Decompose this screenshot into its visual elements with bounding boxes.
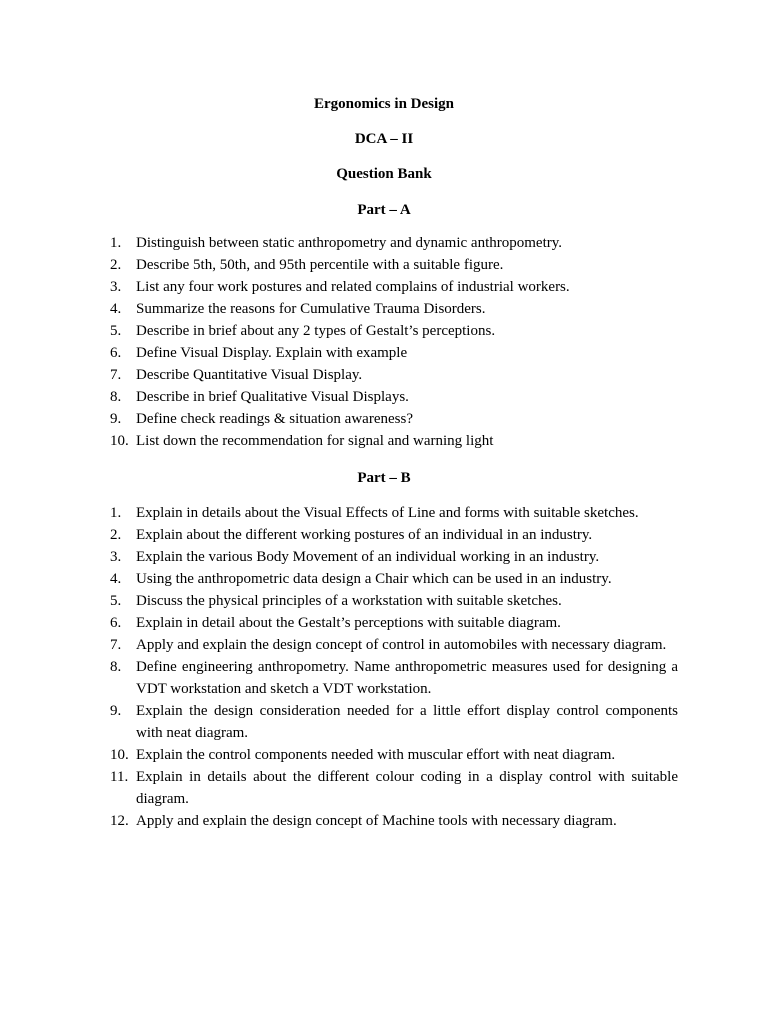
question-item xyxy=(110,612,678,634)
question-item xyxy=(110,700,678,744)
document-title: Ergonomics in Design xyxy=(313,96,454,112)
question-text: Summarize the reasons for Cumulative Trauma Disorders. xyxy=(136,301,486,317)
question-text: Define Visual Display. Explain with example xyxy=(136,345,408,361)
question-text: Explain the control components needed with muscular effort with neat diagram. xyxy=(136,747,616,763)
question-text: Explain in detail about the Gestalt’s perceptions with suitable diagram. xyxy=(136,615,561,631)
question-text: Explain in details about the different colour coding in a display control with suitable diagram. xyxy=(136,769,678,807)
question-item xyxy=(110,254,678,276)
question-text: Explain about the different working postures of an individual in an industry. xyxy=(136,527,593,543)
question-number: 3. xyxy=(110,279,122,295)
question-number: 11. xyxy=(110,769,129,785)
question-text: List any four work postures and related complains of industrial workers. xyxy=(136,279,570,295)
part-b-heading: Part – B xyxy=(357,470,411,486)
question-item xyxy=(110,766,678,810)
question-number: 2. xyxy=(110,257,122,273)
question-text: Describe Quantitative Visual Display. xyxy=(136,367,363,383)
question-number: 3. xyxy=(110,549,122,565)
question-number: 7. xyxy=(110,367,122,383)
question-number: 10. xyxy=(110,747,129,763)
question-text: Describe in brief about any 2 types of Gestalt’s perceptions. xyxy=(136,323,496,339)
question-item xyxy=(110,744,678,766)
question-item xyxy=(110,364,678,386)
question-number: 10. xyxy=(110,433,129,449)
question-number: 5. xyxy=(110,593,122,609)
question-item xyxy=(110,386,678,408)
question-item xyxy=(110,430,678,452)
question-item xyxy=(110,502,678,524)
question-number: 4. xyxy=(110,301,122,317)
question-item xyxy=(110,298,678,320)
question-text: Explain the various Body Movement of an individual working in an industry. xyxy=(136,549,600,565)
question-item xyxy=(110,634,678,656)
question-number: 6. xyxy=(110,345,122,361)
question-text: List down the recommendation for signal and warning light xyxy=(136,433,494,449)
question-text: Describe 5th, 50th, and 95th percentile with a suitable figure. xyxy=(136,257,504,273)
question-text: Define check readings & situation awareness? xyxy=(136,411,413,427)
question-number: 12. xyxy=(110,813,129,829)
question-number: 2. xyxy=(110,527,122,543)
question-number: 6. xyxy=(110,615,122,631)
question-item xyxy=(110,568,678,590)
question-text: Using the anthropometric data design a Chair which can be used in an industry. xyxy=(136,571,612,587)
question-text: Apply and explain the design concept of control in automobiles with necessary diagram. xyxy=(136,637,667,653)
question-text: Explain the design consideration needed for a little effort display control components with neat diagram. xyxy=(136,703,678,741)
question-number: 1. xyxy=(110,235,122,251)
part-a-heading: Part – A xyxy=(357,202,411,218)
question-item xyxy=(110,810,678,832)
question-item xyxy=(110,276,678,298)
question-number: 8. xyxy=(110,389,122,405)
course-code: DCA – II xyxy=(354,131,414,147)
question-number: 5. xyxy=(110,323,122,339)
question-item xyxy=(110,656,678,700)
question-text: Define engineering anthropometry. Name anthropometric measures used for designing a VDT workstation and sketch a VDT workstation. xyxy=(136,659,678,697)
question-number: 1. xyxy=(110,505,122,521)
document-subtitle: Question Bank xyxy=(336,166,432,182)
question-number: 4. xyxy=(110,571,122,587)
question-text: Apply and explain the design concept of Machine tools with necessary diagram. xyxy=(136,813,617,829)
question-item xyxy=(110,232,678,254)
question-text: Distinguish between static anthropometry and dynamic anthropometry. xyxy=(136,235,563,251)
question-text: Explain in details about the Visual Effects of Line and forms with suitable sketches. xyxy=(136,505,639,521)
part-a-question-list xyxy=(110,232,678,452)
question-item xyxy=(110,342,678,364)
part-b-question-list xyxy=(110,502,678,832)
question-text: Discuss the physical principles of a workstation with suitable sketches. xyxy=(136,593,562,609)
question-item xyxy=(110,524,678,546)
question-text: Describe in brief Qualitative Visual Displays. xyxy=(136,389,409,405)
question-item xyxy=(110,546,678,568)
question-item xyxy=(110,590,678,612)
question-number: 7. xyxy=(110,637,122,653)
question-item xyxy=(110,408,678,430)
question-item xyxy=(110,320,678,342)
question-number: 8. xyxy=(110,659,122,675)
question-number: 9. xyxy=(110,411,122,427)
question-number: 9. xyxy=(110,703,122,719)
